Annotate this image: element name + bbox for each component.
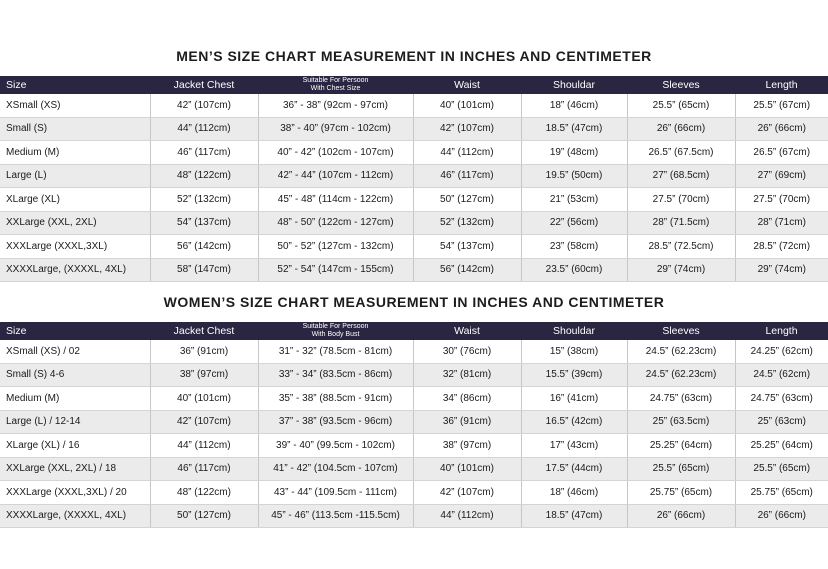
table-row: [0, 94, 828, 117]
cell-size: Large (L): [0, 164, 150, 188]
table-row: [0, 164, 828, 188]
header-sleeves: Sleeves: [627, 76, 735, 94]
cell-suitable-size: 37” - 38” (93.5cm - 96cm): [258, 410, 413, 434]
cell-waist: 54” (137cm): [413, 235, 521, 259]
cell-suitable-size: 52” - 54” (147cm - 155cm): [258, 258, 413, 282]
cell-waist: 38” (97cm): [413, 434, 521, 458]
cell-waist: 32” (81cm): [413, 363, 521, 387]
header-jacket-chest: Jacket Chest: [150, 76, 258, 94]
cell-size: Large (L) / 12-14: [0, 410, 150, 434]
cell-shoulder: 18” (46cm): [521, 94, 627, 117]
cell-sleeves: 24.75” (63cm): [627, 387, 735, 411]
table-header: [0, 76, 828, 94]
cell-waist: 40” (101cm): [413, 457, 521, 481]
cell-sleeves: 25” (63.5cm): [627, 410, 735, 434]
cell-size: XXXXLarge, (XXXXL, 4XL): [0, 504, 150, 528]
cell-sleeves: 27” (68.5cm): [627, 164, 735, 188]
cell-suitable-size: 39” - 40” (99.5cm - 102cm): [258, 434, 413, 458]
cell-sleeves: 27.5” (70cm): [627, 188, 735, 212]
cell-length: 24.25” (62cm): [735, 340, 828, 363]
table-row: [0, 141, 828, 165]
cell-suitable-size: 36” - 38” (92cm - 97cm): [258, 94, 413, 117]
cell-length: 26.5” (67cm): [735, 141, 828, 165]
cell-jacket-chest: 54” (137cm): [150, 211, 258, 235]
header-suitable-line2: With Body Bust: [311, 331, 360, 338]
cell-length: 28” (71cm): [735, 211, 828, 235]
table-row: [0, 235, 828, 259]
cell-length: 27” (69cm): [735, 164, 828, 188]
table-row: [0, 410, 828, 434]
cell-jacket-chest: 42” (107cm): [150, 410, 258, 434]
header-row: [0, 322, 828, 340]
cell-length: 26” (66cm): [735, 504, 828, 528]
table-row: [0, 340, 828, 363]
header-jacket-chest: Jacket Chest: [150, 322, 258, 340]
cell-shoulder: 18.5” (47cm): [521, 117, 627, 141]
cell-jacket-chest: 44” (112cm): [150, 117, 258, 141]
cell-jacket-chest: 38” (97cm): [150, 363, 258, 387]
cell-jacket-chest: 46” (117cm): [150, 141, 258, 165]
header-size: Size: [0, 76, 150, 94]
cell-length: 24.5” (62cm): [735, 363, 828, 387]
header-row: [0, 76, 828, 94]
cell-jacket-chest: 36” (91cm): [150, 340, 258, 363]
cell-sleeves: 26.5” (67.5cm): [627, 141, 735, 165]
cell-sleeves: 28.5” (72.5cm): [627, 235, 735, 259]
cell-sleeves: 24.5” (62.23cm): [627, 340, 735, 363]
cell-sleeves: 26” (66cm): [627, 504, 735, 528]
table-row: [0, 387, 828, 411]
header-suitable-size: [258, 76, 413, 94]
header-shoulder: Shouldar: [521, 76, 627, 94]
cell-sleeves: 25.25” (64cm): [627, 434, 735, 458]
table-row: [0, 457, 828, 481]
cell-waist: 46” (117cm): [413, 164, 521, 188]
cell-shoulder: 17.5” (44cm): [521, 457, 627, 481]
cell-length: 24.75” (63cm): [735, 387, 828, 411]
cell-jacket-chest: 42” (107cm): [150, 94, 258, 117]
cell-length: 25.5” (67cm): [735, 94, 828, 117]
cell-size: Medium (M): [0, 387, 150, 411]
cell-suitable-size: 45” - 48” (114cm - 122cm): [258, 188, 413, 212]
cell-waist: 40” (101cm): [413, 94, 521, 117]
cell-size: Small (S) 4-6: [0, 363, 150, 387]
cell-jacket-chest: 56” (142cm): [150, 235, 258, 259]
cell-shoulder: 16” (41cm): [521, 387, 627, 411]
cell-waist: 56” (142cm): [413, 258, 521, 282]
cell-size: XXLarge (XXL, 2XL): [0, 211, 150, 235]
cell-suitable-size: 38” - 40” (97cm - 102cm): [258, 117, 413, 141]
cell-length: 25” (63cm): [735, 410, 828, 434]
cell-size: XSmall (XS) / 02: [0, 340, 150, 363]
cell-shoulder: 15” (38cm): [521, 340, 627, 363]
cell-size: XSmall (XS): [0, 94, 150, 117]
cell-sleeves: 25.5” (65cm): [627, 94, 735, 117]
cell-suitable-size: 40” - 42” (102cm - 107cm): [258, 141, 413, 165]
cell-suitable-size: 50” - 52” (127cm - 132cm): [258, 235, 413, 259]
cell-size: XXXXLarge, (XXXXL, 4XL): [0, 258, 150, 282]
cell-shoulder: 17” (43cm): [521, 434, 627, 458]
men-chart-title: MEN’S SIZE CHART MEASUREMENT IN INCHES AND CENTIMETER: [176, 48, 652, 64]
cell-sleeves: 28” (71.5cm): [627, 211, 735, 235]
header-size: Size: [0, 322, 150, 340]
cell-suitable-size: 43” - 44” (109.5cm - 111cm): [258, 481, 413, 505]
cell-suitable-size: 42” - 44” (107cm - 112cm): [258, 164, 413, 188]
cell-jacket-chest: 58” (147cm): [150, 258, 258, 282]
cell-shoulder: 18” (46cm): [521, 481, 627, 505]
table-row: [0, 481, 828, 505]
cell-suitable-size: 48” - 50” (122cm - 127cm): [258, 211, 413, 235]
table-header: [0, 322, 828, 340]
cell-size: XXXLarge (XXXL,3XL) / 20: [0, 481, 150, 505]
cell-jacket-chest: 52” (132cm): [150, 188, 258, 212]
cell-size: XXXLarge (XXXL,3XL): [0, 235, 150, 259]
women-size-table: [0, 322, 828, 528]
cell-jacket-chest: 50” (127cm): [150, 504, 258, 528]
header-length: Length: [735, 322, 828, 340]
cell-suitable-size: 31” - 32” (78.5cm - 81cm): [258, 340, 413, 363]
cell-shoulder: 15.5” (39cm): [521, 363, 627, 387]
header-suitable-line1: Suitable For Persoon: [302, 77, 369, 84]
cell-size: XXLarge (XXL, 2XL) / 18: [0, 457, 150, 481]
header-shoulder: Shouldar: [521, 322, 627, 340]
cell-suitable-size: 33” - 34” (83.5cm - 86cm): [258, 363, 413, 387]
cell-shoulder: 23” (58cm): [521, 235, 627, 259]
table-body: [0, 340, 828, 528]
header-length: Length: [735, 76, 828, 94]
cell-jacket-chest: 44” (112cm): [150, 434, 258, 458]
cell-sleeves: 25.75” (65cm): [627, 481, 735, 505]
cell-length: 29” (74cm): [735, 258, 828, 282]
header-suitable-line2: With Chest Size: [310, 85, 361, 92]
cell-waist: 44” (112cm): [413, 141, 521, 165]
cell-size: Small (S): [0, 117, 150, 141]
cell-shoulder: 22” (56cm): [521, 211, 627, 235]
header-sleeves: Sleeves: [627, 322, 735, 340]
cell-length: 25.25” (64cm): [735, 434, 828, 458]
cell-size: Medium (M): [0, 141, 150, 165]
cell-length: 27.5” (70cm): [735, 188, 828, 212]
table-row: [0, 504, 828, 528]
cell-shoulder: 19” (48cm): [521, 141, 627, 165]
cell-waist: 52” (132cm): [413, 211, 521, 235]
cell-waist: 34” (86cm): [413, 387, 521, 411]
men-size-table: [0, 76, 828, 282]
header-suitable-size: [258, 322, 413, 340]
table-row: [0, 363, 828, 387]
women-chart-title: WOMEN’S SIZE CHART MEASUREMENT IN INCHES AND CENTIMETER: [163, 294, 665, 310]
cell-length: 25.75” (65cm): [735, 481, 828, 505]
cell-sleeves: 29” (74cm): [627, 258, 735, 282]
header-suitable-line1: Suitable For Persoon: [302, 323, 369, 330]
cell-length: 28.5” (72cm): [735, 235, 828, 259]
cell-jacket-chest: 40” (101cm): [150, 387, 258, 411]
cell-shoulder: 21” (53cm): [521, 188, 627, 212]
cell-waist: 30” (76cm): [413, 340, 521, 363]
cell-suitable-size: 41” - 42” (104.5cm - 107cm): [258, 457, 413, 481]
table-row: [0, 117, 828, 141]
cell-waist: 42” (107cm): [413, 481, 521, 505]
table-row: [0, 258, 828, 282]
table-row: [0, 188, 828, 212]
cell-waist: 44” (112cm): [413, 504, 521, 528]
cell-sleeves: 25.5” (65cm): [627, 457, 735, 481]
cell-length: 25.5” (65cm): [735, 457, 828, 481]
cell-size: XLarge (XL): [0, 188, 150, 212]
cell-shoulder: 18.5” (47cm): [521, 504, 627, 528]
header-waist: Waist: [413, 76, 521, 94]
cell-jacket-chest: 46” (117cm): [150, 457, 258, 481]
cell-length: 26” (66cm): [735, 117, 828, 141]
cell-waist: 42” (107cm): [413, 117, 521, 141]
cell-size: XLarge (XL) / 16: [0, 434, 150, 458]
cell-sleeves: 26” (66cm): [627, 117, 735, 141]
cell-shoulder: 16.5” (42cm): [521, 410, 627, 434]
cell-waist: 50” (127cm): [413, 188, 521, 212]
cell-suitable-size: 35” - 38” (88.5cm - 91cm): [258, 387, 413, 411]
cell-waist: 36” (91cm): [413, 410, 521, 434]
cell-sleeves: 24.5” (62.23cm): [627, 363, 735, 387]
table-row: [0, 211, 828, 235]
table-body: [0, 94, 828, 282]
cell-shoulder: 23.5” (60cm): [521, 258, 627, 282]
cell-suitable-size: 45” - 46” (113.5cm -115.5cm): [258, 504, 413, 528]
cell-jacket-chest: 48” (122cm): [150, 164, 258, 188]
cell-shoulder: 19.5” (50cm): [521, 164, 627, 188]
header-waist: Waist: [413, 322, 521, 340]
table-row: [0, 434, 828, 458]
cell-jacket-chest: 48” (122cm): [150, 481, 258, 505]
